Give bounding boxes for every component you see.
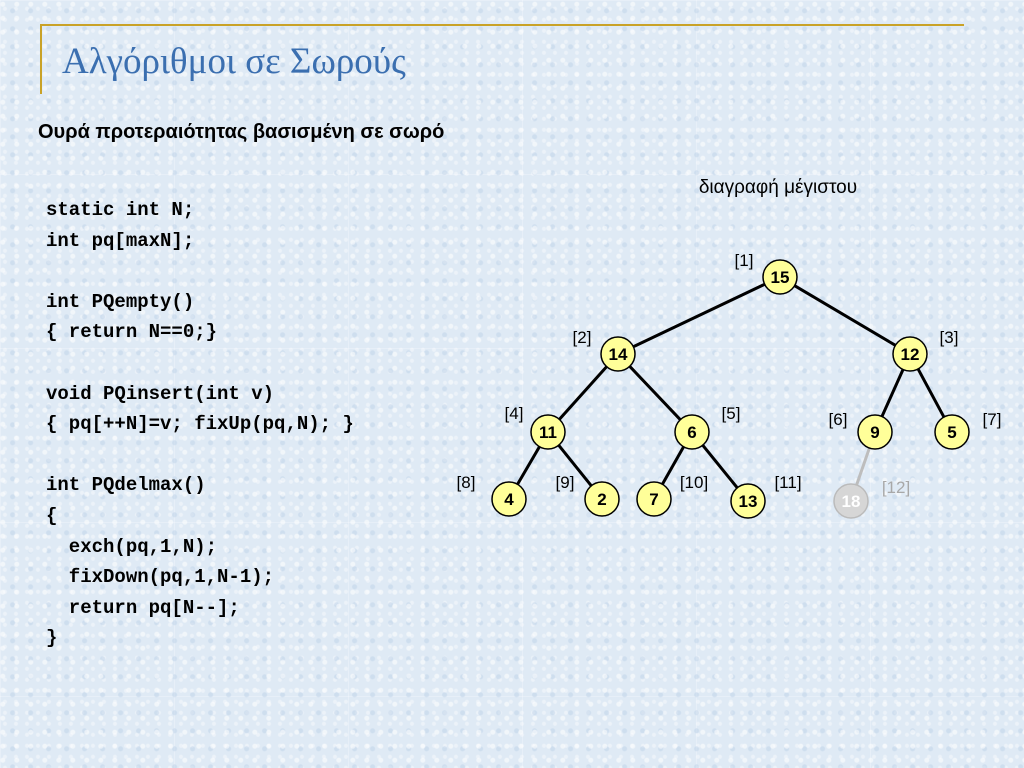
heap-node <box>731 473 802 518</box>
heap-edge <box>795 286 896 346</box>
heap-node-value: 15 <box>770 268 790 287</box>
heap-edges <box>518 284 944 488</box>
heap-node-value: 2 <box>597 490 607 509</box>
heap-edge <box>518 447 540 485</box>
heap-node <box>675 404 740 449</box>
code-line: { <box>46 504 58 527</box>
code-line: fixDown(pq,1,N-1); <box>46 566 275 589</box>
heap-edge <box>882 370 903 417</box>
heap-node-value: 7 <box>649 490 659 509</box>
heap-caption: διαγραφή μέγιστου <box>698 177 858 198</box>
code-line: void PQinsert(int v) <box>46 382 275 405</box>
heap-node-value: 14 <box>608 345 628 364</box>
heap-index-label: [11] <box>774 473 802 492</box>
heap-node-value: 9 <box>870 423 880 442</box>
heap-index-label: [5] <box>721 404 741 423</box>
heap-node <box>935 410 1001 449</box>
heap-index-label: [4] <box>504 404 524 423</box>
heap-node-removed <box>834 478 910 518</box>
code-line: { pq[++N]=v; fixUp(pq,N); } <box>46 413 354 436</box>
heap-edge <box>857 448 870 485</box>
heap-index-label: [1] <box>734 251 754 270</box>
heap-edge <box>918 369 944 417</box>
code-line: exch(pq,1,N); <box>46 535 218 558</box>
heap-index-label: [3] <box>939 328 959 347</box>
heap-node-value: 13 <box>738 492 758 511</box>
code-line: int pq[maxN]; <box>46 229 195 252</box>
heap-edge <box>633 284 764 346</box>
heap-index-label: [10] <box>679 473 709 492</box>
code-line: static int N; <box>46 199 195 221</box>
code-line: int PQdelmax() <box>46 474 206 497</box>
heap-node <box>637 473 708 516</box>
heap-node <box>893 328 958 371</box>
heap-edge <box>559 367 606 420</box>
code-line: } <box>46 627 58 650</box>
heap-index-label: [7] <box>982 410 1002 429</box>
heap-node-value: 4 <box>504 490 514 509</box>
heap-node <box>573 328 635 371</box>
slide-subtitle: Ουρά προτεραιότητας βασισμένη σε σωρό <box>38 121 445 143</box>
heap-node <box>505 404 565 449</box>
slide-title: Αλγόριθμοι σε Σωρούς <box>62 41 406 82</box>
heap-node <box>457 473 526 516</box>
heap-index-label: [12] <box>881 478 911 497</box>
heap-index-label: [6] <box>828 410 848 429</box>
heap-node-value: 12 <box>900 345 920 364</box>
heap-node-value: 5 <box>947 423 957 442</box>
heap-node <box>735 251 797 294</box>
heap-node-value: 18 <box>841 492 861 511</box>
heap-index-label: [2] <box>572 328 592 347</box>
heap-node-value: 6 <box>687 423 697 442</box>
heap-index-label: [9] <box>555 473 575 492</box>
code-line: return pq[N--]; <box>46 596 240 619</box>
heap-node-value: 11 <box>539 423 557 442</box>
code-line: { return N==0;} <box>46 321 218 344</box>
code-line: int PQempty() <box>46 290 195 313</box>
heap-edge <box>630 366 681 419</box>
heap-index-label: [8] <box>456 473 476 492</box>
